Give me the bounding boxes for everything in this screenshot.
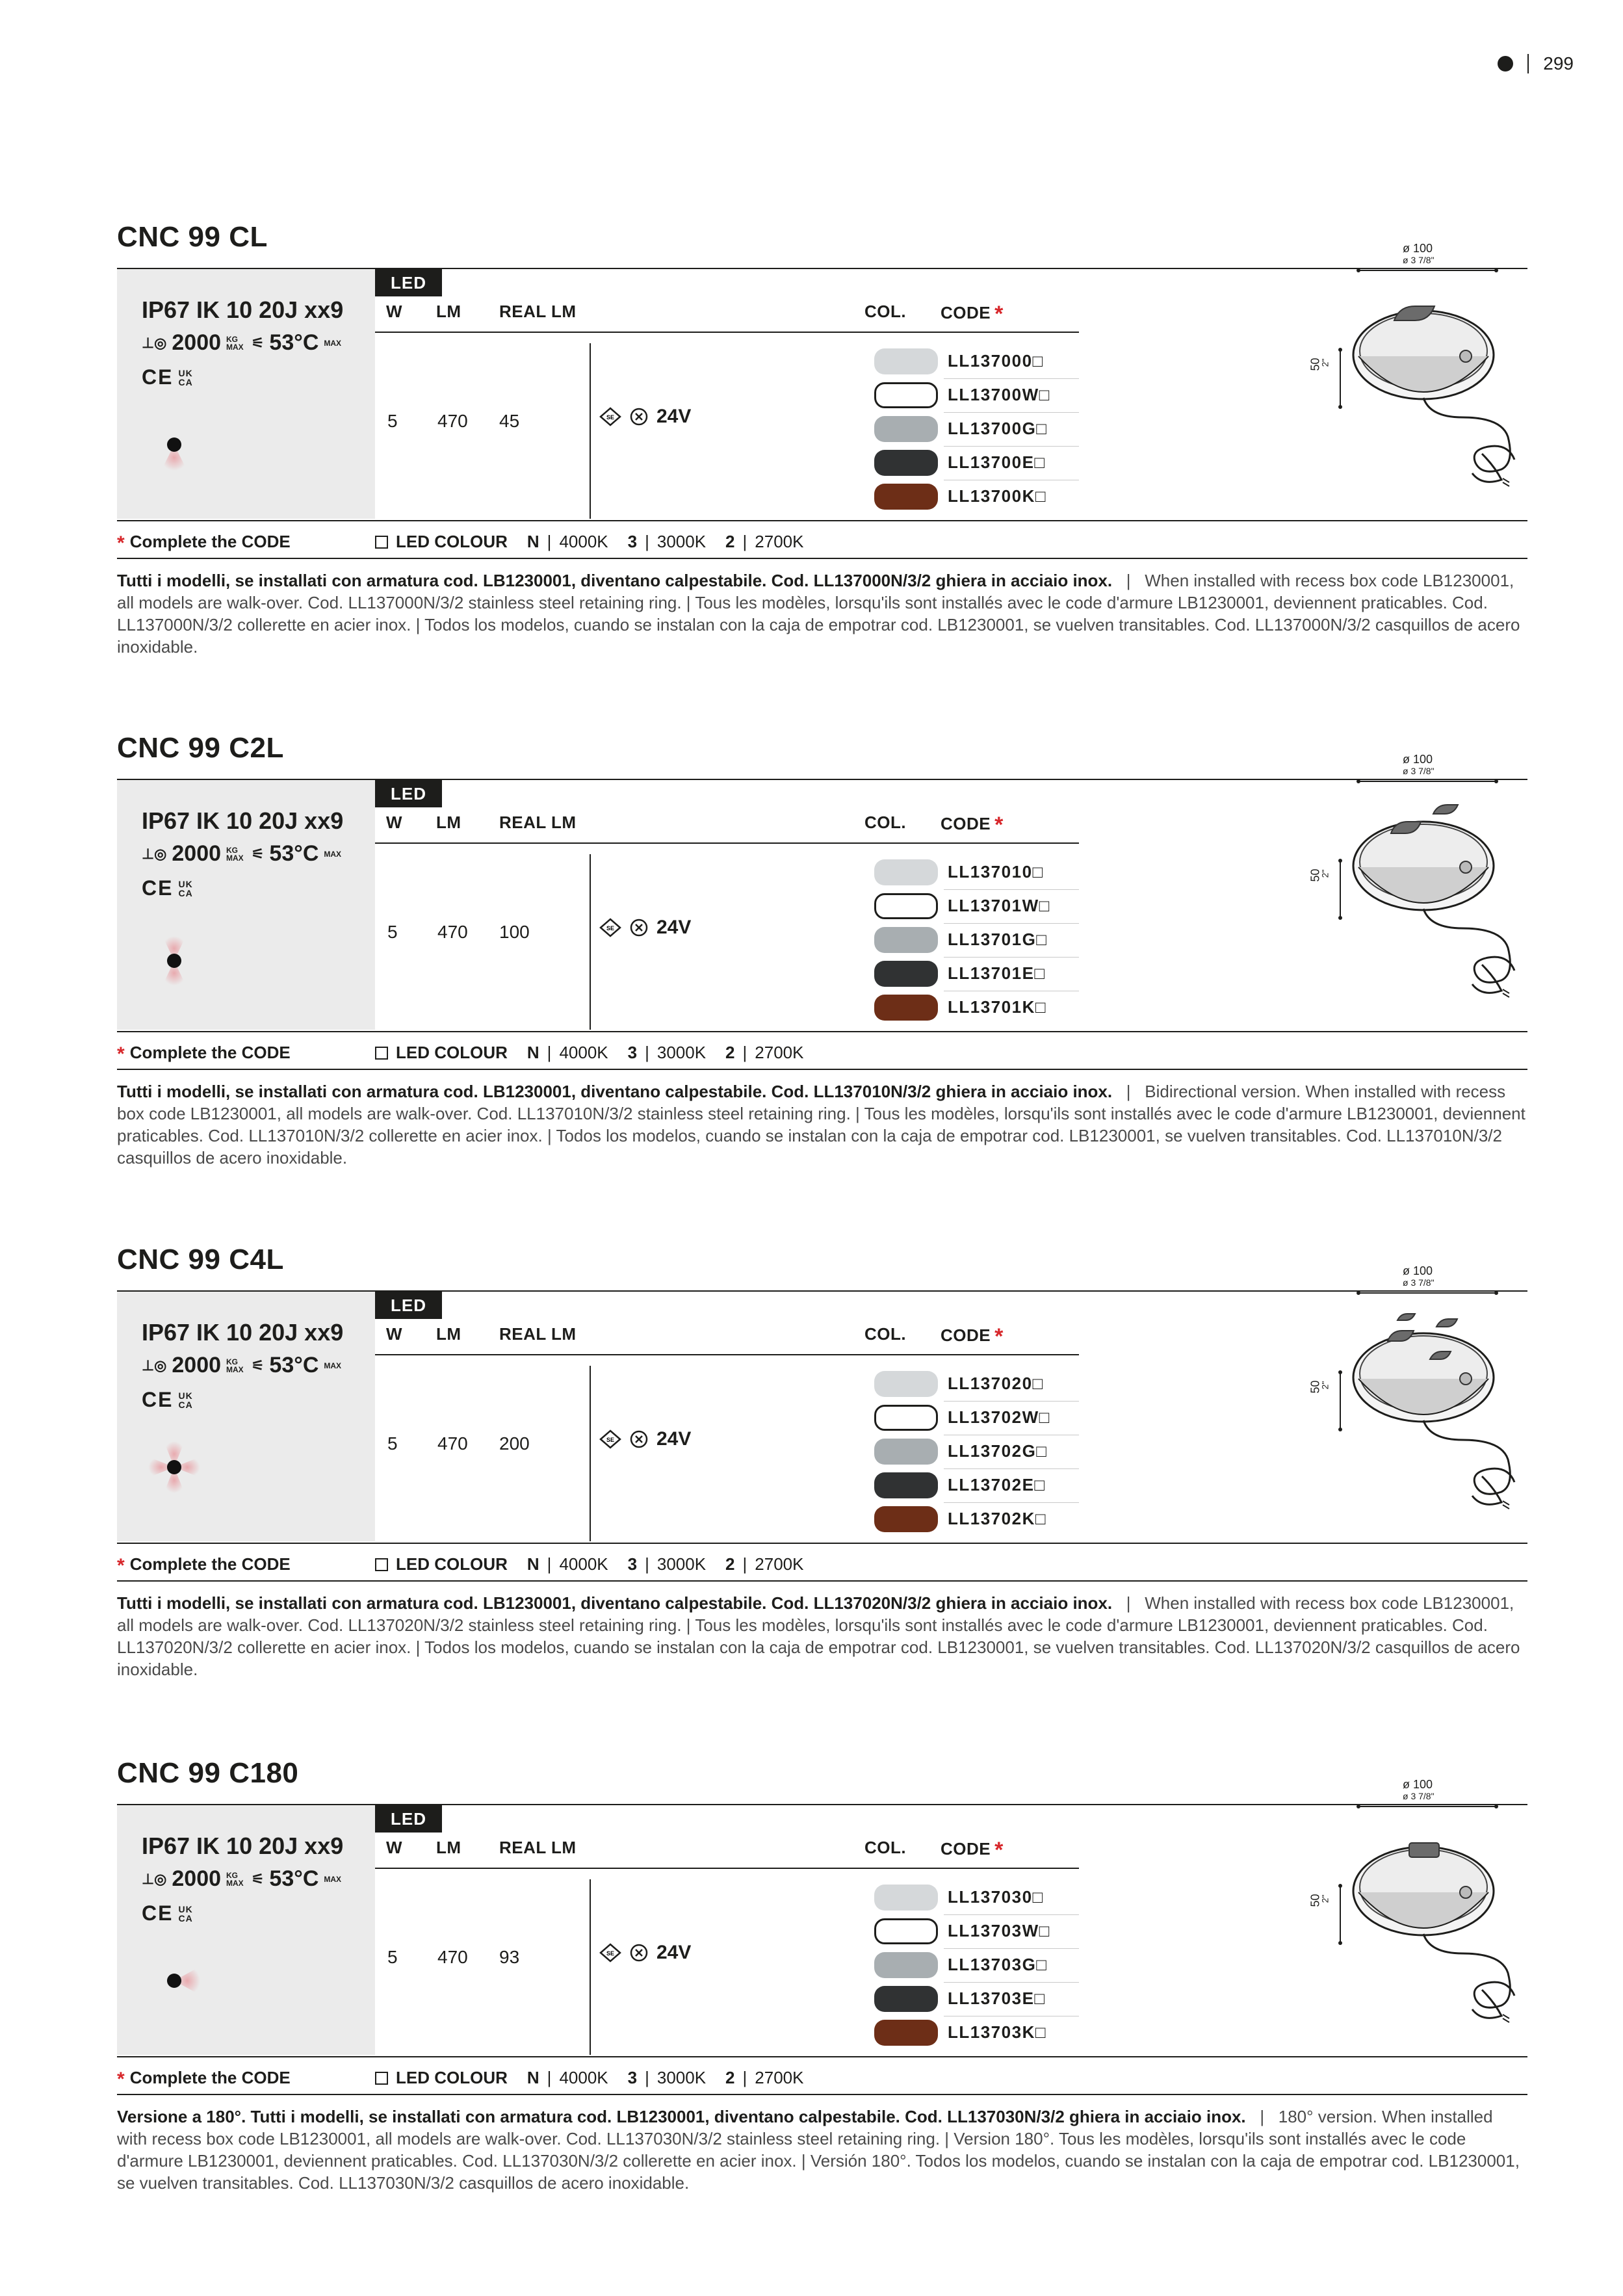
- section-title: CNC 99 CL: [117, 221, 268, 253]
- page-number: 299: [1543, 53, 1574, 73]
- ip-rating: IP67 IK 10 20J xx9: [142, 296, 344, 323]
- checkbox-icon: [375, 1558, 388, 1571]
- color-swatch: [874, 2020, 938, 2046]
- no-cover-icon: [629, 1943, 649, 1963]
- product-code: LL13703E□: [948, 1989, 1046, 2008]
- page-header: [1498, 51, 1574, 77]
- section-title: CNC 99 C2L: [117, 732, 284, 764]
- product-section: [117, 221, 1527, 696]
- watt-value: 5: [387, 1433, 398, 1454]
- description: Tutti i modelli, se installati con armatura cod. LB1230001, diventano calpestabile. Cod. LL137000N/3/2 ghiera in acciaio inox. | When installed with recess box code LB1230001, all models are walk-over. Cod. LL137000N/3/2 stainless steel retaining ring. | Tous les modèles, lorsqu'ils sont installés avec le code d'armure LB1230001, deviennent praticables. Cod. LL137000N/3/2 collerette en acier inox. | Todos los modelos, cuando se instalan con la caja de empotrar cod. LB1230001, se vuelven transitables. Cod. LL137000N/3/2 casquillos de acero inoxidable.: [117, 571, 1520, 657]
- divider: [590, 1366, 591, 1541]
- section-title: CNC 99 C180: [117, 1757, 299, 1789]
- divider: [117, 558, 1527, 559]
- header-code: CODE *: [941, 302, 1004, 326]
- star-icon: *: [994, 1324, 1004, 1349]
- load-value: 2000: [172, 330, 222, 355]
- temp-value: 53°C: [269, 841, 319, 866]
- header-lm: LM: [436, 302, 461, 321]
- header-col: COL.: [864, 302, 907, 321]
- voltage: [599, 1942, 691, 1964]
- voltage-value: 24V: [656, 917, 692, 938]
- product-code: LL13702G□: [948, 1441, 1048, 1461]
- section-title: CNC 99 C4L: [117, 1244, 284, 1275]
- color-swatch: [874, 995, 938, 1021]
- load-icon: ⊥◎: [142, 845, 167, 862]
- driver-icon: [599, 407, 621, 426]
- led-tag: LED: [375, 780, 442, 807]
- product-code: LL13702E□: [948, 1475, 1046, 1494]
- product-section: [117, 1757, 1527, 2232]
- certifications: [142, 1901, 193, 1925]
- lm-value: 470: [437, 411, 468, 431]
- checkbox-icon: [375, 2072, 388, 2085]
- divider: [117, 1031, 1527, 1032]
- led-colour-options: LED COLOUR N | 4000K 3 | 3000K 2 | 2700K: [375, 532, 803, 552]
- real-lm-value: 100: [499, 922, 530, 942]
- product-code: LL13702W□: [948, 1407, 1050, 1427]
- color-swatch: [874, 382, 938, 408]
- light-emission-icon: [142, 412, 207, 477]
- divider: [117, 1069, 1527, 1070]
- svg-text:SE: SE: [606, 414, 615, 421]
- header-w: W: [386, 1838, 403, 1857]
- temp-unit: MAX: [324, 1874, 342, 1884]
- watt-value: 5: [387, 922, 398, 942]
- color-swatch: [874, 1885, 938, 1911]
- header-w: W: [386, 302, 403, 321]
- color-swatch: [874, 859, 938, 885]
- header-real-lm: REAL LM: [499, 1838, 577, 1857]
- product-code: LL137030□: [948, 1887, 1044, 1907]
- header-lm: LM: [436, 1838, 461, 1857]
- load-unit: KG MAX: [226, 1357, 244, 1374]
- dim-diameter: ø 100: [1403, 242, 1433, 255]
- product-code: LL13700E□: [948, 452, 1046, 472]
- ce-mark: CE: [142, 1901, 174, 1925]
- temp-unit: MAX: [324, 338, 342, 348]
- color-swatch: [874, 1918, 938, 1944]
- color-swatch: [874, 450, 938, 476]
- header-lm: LM: [436, 813, 461, 832]
- real-lm-value: 200: [499, 1433, 530, 1454]
- led-tag: LED: [375, 1292, 442, 1319]
- dim-height: 50: [1308, 1894, 1322, 1907]
- load-unit: KG MAX: [226, 1870, 244, 1888]
- svg-text:SE: SE: [606, 925, 615, 932]
- product-code: LL13701G□: [948, 930, 1048, 949]
- product-code: LL13701W□: [948, 896, 1050, 915]
- divider: [375, 1354, 1079, 1355]
- complete-code-note: * Complete the CODE: [117, 1554, 291, 1576]
- divider: [1527, 54, 1529, 73]
- divider: [590, 343, 591, 519]
- driver-icon: [599, 1943, 621, 1963]
- dim-diameter-inch: ø 3 7/8": [1403, 1277, 1435, 1288]
- ukca-mark: UK CA: [178, 1903, 193, 1924]
- star-icon: *: [994, 302, 1004, 326]
- divider: [117, 520, 1527, 521]
- temp-value: 53°C: [269, 330, 319, 355]
- header-col: COL.: [864, 1324, 907, 1344]
- color-swatch: [874, 893, 938, 919]
- dim-diameter-inch: ø 3 7/8": [1403, 766, 1435, 776]
- star-icon: *: [117, 532, 125, 554]
- spec-panel: [117, 269, 375, 519]
- voltage: [599, 406, 691, 428]
- no-cover-icon: [629, 1429, 649, 1449]
- header-real-lm: REAL LM: [499, 1324, 577, 1344]
- spec-panel: [117, 1292, 375, 1541]
- header-col: COL.: [864, 813, 907, 832]
- ukca-mark: UK CA: [178, 1390, 193, 1410]
- load-temp: [142, 330, 344, 356]
- load-icon: ⊥◎: [142, 1357, 167, 1374]
- product-section: [117, 1244, 1527, 1718]
- description: Tutti i modelli, se installati con armatura cod. LB1230001, diventano calpestabile. Cod. LL137010N/3/2 ghiera in acciaio inox. | Bidirectional version. When installed with recess box code LB1230001, all models are walk-over. Cod. LL137010N/3/2 stainless steel retaining ring. | Tous les modèles, lorsqu'ils sont installés avec le code d'armure LB1230001, deviennent praticables. Cod. LL137010N/3/2 collerette en acier inox. | Todos los modelos, cuando se instalan con la caja de empotrar cod. LB1230001, se vuelven transitables. Cod. LL137010N/3/2 casquillos de acero inoxidable.: [117, 1082, 1526, 1168]
- ce-mark: CE: [142, 876, 174, 900]
- product-code: LL13700K□: [948, 486, 1047, 506]
- watt-value: 5: [387, 411, 398, 431]
- color-swatch: [874, 961, 938, 987]
- divider: [375, 332, 1079, 333]
- load-temp: [142, 1866, 344, 1892]
- spec-panel: [117, 1805, 375, 2055]
- product-code: LL13701K□: [948, 997, 1047, 1017]
- dim-diameter-inch: ø 3 7/8": [1403, 255, 1435, 265]
- driver-icon: [599, 918, 621, 937]
- load-value: 2000: [172, 841, 222, 866]
- code-separator: [944, 1468, 1079, 1469]
- product-code: LL13703W□: [948, 1921, 1050, 1940]
- ce-mark: CE: [142, 1388, 174, 1411]
- complete-code-note: * Complete the CODE: [117, 1043, 291, 1065]
- led-colour-options: LED COLOUR N | 4000K 3 | 3000K 2 | 2700K: [375, 2068, 803, 2088]
- load-unit: KG MAX: [226, 334, 244, 352]
- lm-value: 470: [437, 1947, 468, 1967]
- product-diagram: [1308, 1264, 1527, 1541]
- code-separator: [944, 1914, 1079, 1915]
- divider: [117, 2056, 1527, 2057]
- header-col: COL.: [864, 1838, 907, 1857]
- color-swatch: [874, 1371, 938, 1397]
- color-swatch: [874, 1952, 938, 1978]
- certifications: [142, 365, 193, 389]
- product-diagram: [1308, 1778, 1527, 2055]
- code-separator: [944, 1401, 1079, 1402]
- dim-height: 50: [1308, 358, 1322, 371]
- dim-height-inch: 2": [1319, 869, 1331, 878]
- svg-text:SE: SE: [606, 1950, 615, 1957]
- star-icon: *: [994, 1838, 1004, 1862]
- divider: [590, 1879, 591, 2055]
- code-separator: [944, 923, 1079, 924]
- divider: [375, 1868, 1079, 1869]
- dim-diameter: ø 100: [1403, 1264, 1433, 1277]
- dim-height-inch: 2": [1319, 358, 1331, 367]
- load-icon: ⊥◎: [142, 1870, 167, 1887]
- temp-unit: MAX: [324, 849, 342, 859]
- divider: [117, 1580, 1527, 1582]
- color-swatch: [874, 1472, 938, 1498]
- certifications: [142, 1388, 193, 1412]
- checkbox-icon: [375, 536, 388, 549]
- code-separator: [944, 378, 1079, 379]
- temp-unit: MAX: [324, 1361, 342, 1370]
- color-swatch: [874, 416, 938, 442]
- light-emission-icon: [142, 928, 207, 993]
- load-value: 2000: [172, 1866, 222, 1891]
- code-separator: [944, 1982, 1079, 1983]
- bullet-icon: [1498, 56, 1513, 72]
- led-tag: LED: [375, 1805, 442, 1833]
- spec-panel: [117, 780, 375, 1030]
- product-code: LL13700W□: [948, 385, 1050, 404]
- product-code: LL137020□: [948, 1374, 1044, 1393]
- svg-text:SE: SE: [606, 1437, 615, 1443]
- divider: [117, 1543, 1527, 1544]
- divider: [590, 854, 591, 1030]
- temp-icon: ⚟: [251, 1870, 265, 1887]
- code-separator: [944, 889, 1079, 890]
- header-real-lm: REAL LM: [499, 302, 577, 321]
- product-code: LL13703K□: [948, 2022, 1047, 2042]
- header-code: CODE *: [941, 1838, 1004, 1862]
- header-w: W: [386, 1324, 403, 1344]
- lm-value: 470: [437, 1433, 468, 1454]
- load-value: 2000: [172, 1353, 222, 1377]
- real-lm-value: 93: [499, 1947, 520, 1967]
- load-temp: [142, 1353, 344, 1378]
- watt-value: 5: [387, 1947, 398, 1967]
- dim-diameter: ø 100: [1403, 753, 1433, 766]
- temp-value: 53°C: [269, 1866, 319, 1891]
- header-w: W: [386, 813, 403, 832]
- header-lm: LM: [436, 1324, 461, 1344]
- temp-icon: ⚟: [251, 845, 265, 862]
- ce-mark: CE: [142, 365, 174, 389]
- dim-height: 50: [1308, 868, 1322, 882]
- dim-diameter-inch: ø 3 7/8": [1403, 1791, 1435, 1801]
- product-diagram: [1308, 242, 1527, 519]
- led-tag: LED: [375, 269, 442, 296]
- temp-icon: ⚟: [251, 334, 265, 351]
- voltage-value: 24V: [656, 1942, 692, 1963]
- ip-rating: IP67 IK 10 20J xx9: [142, 1833, 344, 1859]
- dim-height: 50: [1308, 1380, 1322, 1394]
- color-swatch: [874, 1405, 938, 1431]
- color-swatch: [874, 1506, 938, 1532]
- no-cover-icon: [629, 407, 649, 426]
- voltage: [599, 917, 691, 939]
- header-code: CODE *: [941, 1324, 1004, 1349]
- ukca-mark: UK CA: [178, 878, 193, 898]
- product-code: LL13700G□: [948, 419, 1048, 438]
- description: Versione a 180°. Tutti i modelli, se installati con armatura cod. LB1230001, diventano calpestabile. Cod. LL137030N/3/2 ghiera in acciaio inox. | 180° version. When installed with recess box code LB1230001, all models are walk-over. Cod. LL137030N/3/2 stainless steel retaining ring. | Version 180°. Tous les modèles, lorsqu'ils sont installés avec le code d'armure LB1230001, deviennent praticables. Cod. LL137030N/3/2 collerette en acier inox. | Versión 180°. Todos los modelos, cuando se instalan con la caja de empotrar cod. LB1230001, se vuelven transitables. Cod. LL137030N/3/2 casquillos de acero inoxidable.: [117, 2107, 1520, 2193]
- complete-code-note: * Complete the CODE: [117, 2068, 291, 2090]
- voltage: [599, 1428, 691, 1450]
- dim-height-inch: 2": [1319, 1381, 1331, 1390]
- color-swatch: [874, 348, 938, 374]
- product-code: LL13701E□: [948, 963, 1046, 983]
- lm-value: 470: [437, 922, 468, 942]
- led-colour-options: LED COLOUR N | 4000K 3 | 3000K 2 | 2700K: [375, 1554, 803, 1574]
- checkbox-icon: [375, 1047, 388, 1060]
- complete-code-note: * Complete the CODE: [117, 532, 291, 554]
- color-swatch: [874, 1439, 938, 1465]
- light-emission-icon: [142, 1948, 207, 2013]
- star-icon: *: [994, 813, 1004, 837]
- led-colour-options: LED COLOUR N | 4000K 3 | 3000K 2 | 2700K: [375, 1043, 803, 1063]
- light-emission-icon: [142, 1435, 207, 1500]
- ip-rating: IP67 IK 10 20J xx9: [142, 1319, 344, 1346]
- product-diagram: [1308, 753, 1527, 1030]
- dim-height-inch: 2": [1319, 1894, 1331, 1903]
- star-icon: *: [117, 1043, 125, 1065]
- temp-icon: ⚟: [251, 1357, 265, 1374]
- color-swatch: [874, 927, 938, 953]
- star-icon: *: [117, 2068, 125, 2090]
- no-cover-icon: [629, 918, 649, 937]
- load-unit: KG MAX: [226, 845, 244, 863]
- divider: [375, 842, 1079, 844]
- star-icon: *: [117, 1555, 125, 1576]
- code-separator: [944, 957, 1079, 958]
- divider: [117, 2094, 1527, 2095]
- real-lm-value: 45: [499, 411, 520, 431]
- product-code: LL13703G□: [948, 1955, 1048, 1974]
- voltage-value: 24V: [656, 406, 692, 427]
- ukca-mark: UK CA: [178, 367, 193, 387]
- dim-diameter: ø 100: [1403, 1778, 1433, 1791]
- ip-rating: IP67 IK 10 20J xx9: [142, 807, 344, 834]
- driver-icon: [599, 1429, 621, 1449]
- description: Tutti i modelli, se installati con armatura cod. LB1230001, diventano calpestabile. Cod. LL137020N/3/2 ghiera in acciaio inox. | When installed with recess box code LB1230001, all models are walk-over. Cod. LL137020N/3/2 stainless steel retaining ring. | Tous les modèles, lorsqu'ils sont installés avec le code d'armure LB1230001, deviennent praticables. Cod. LL137020N/3/2 collerette en acier inox. | Todos los modelos, cuando se instalan con la caja de empotrar cod. LB1230001, se vuelven transitables. Cod. LL137020N/3/2 casquillos de acero inoxidable.: [117, 1593, 1520, 1679]
- product-code: LL13702K□: [948, 1509, 1047, 1528]
- code-separator: [944, 446, 1079, 447]
- code-separator: [944, 1948, 1079, 1949]
- product-code: LL137000□: [948, 351, 1044, 371]
- load-temp: [142, 841, 344, 867]
- product-section: [117, 732, 1527, 1207]
- color-swatch: [874, 484, 938, 510]
- product-code: LL137010□: [948, 862, 1044, 881]
- header-code: CODE *: [941, 813, 1004, 837]
- header-real-lm: REAL LM: [499, 813, 577, 832]
- code-separator: [944, 412, 1079, 413]
- load-icon: ⊥◎: [142, 334, 167, 351]
- temp-value: 53°C: [269, 1353, 319, 1377]
- color-swatch: [874, 1986, 938, 2012]
- code-separator: [944, 1502, 1079, 1503]
- voltage-value: 24V: [656, 1428, 692, 1450]
- certifications: [142, 876, 193, 900]
